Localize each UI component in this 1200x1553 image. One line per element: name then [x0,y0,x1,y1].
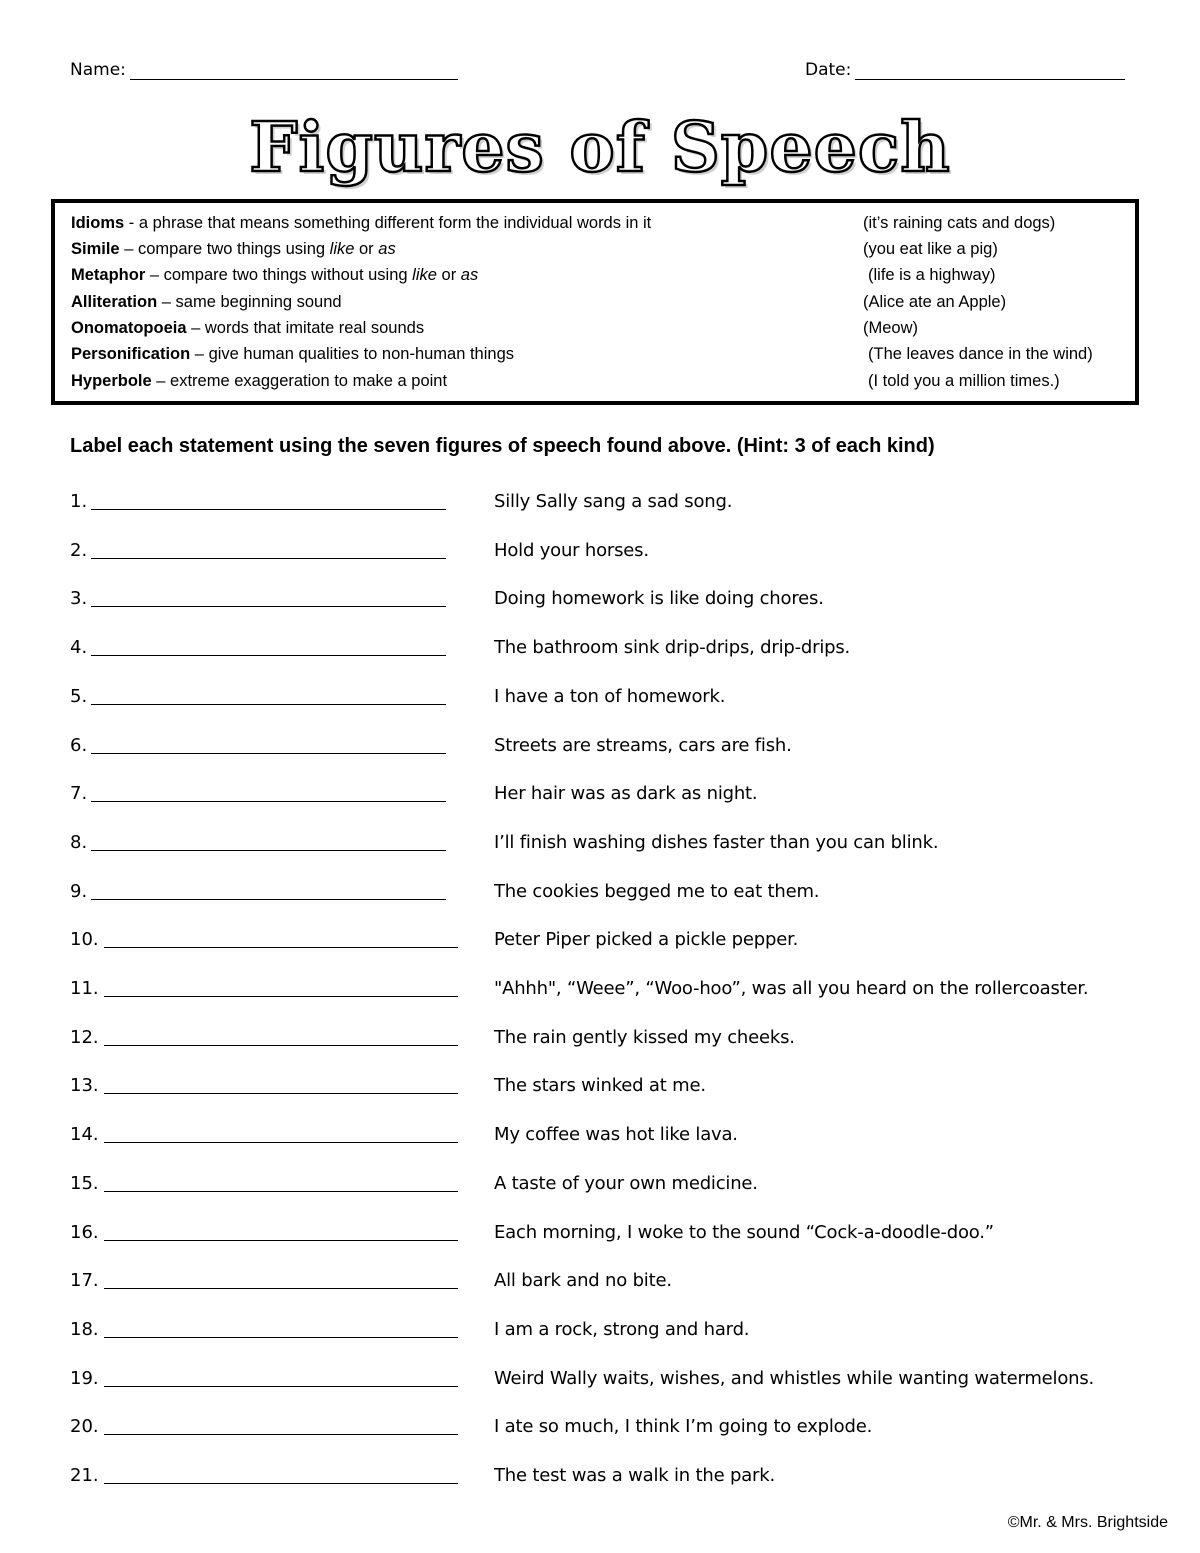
question-number: 7. [70,783,88,805]
definition-text: as [378,240,396,258]
question-row [70,535,1170,565]
definition-separator: - [124,214,139,232]
definition-text: like [412,266,437,284]
answer-line[interactable] [104,996,458,997]
question-number: 16. [70,1221,99,1243]
question-text: My coffee was hot like lava. [494,1124,738,1146]
question-number: 10. [70,929,99,951]
question-text: I am a rock, strong and hard. [494,1318,750,1340]
question-number: 20. [70,1416,99,1438]
definition-separator: – [151,372,171,390]
page-title: Figures of Speech [249,108,951,188]
definition-term: Personification [71,345,191,363]
definition-text: or [436,266,461,284]
date-label: Date: [805,60,852,80]
question-number: 14. [70,1124,99,1146]
definition-text: a phrase that means something different form the individual words in it [138,214,652,232]
definition-separator: – [190,345,209,363]
answer-line[interactable] [91,558,446,559]
definition-separator: – [157,293,176,311]
answer-line[interactable] [104,947,458,948]
name-label: Name: [70,60,126,80]
answer-line[interactable] [91,899,446,900]
date-input-line[interactable] [855,61,1125,80]
definitions-box [51,199,1139,405]
question-text: The bathroom sink drip-drips, drip-drips. [494,637,851,659]
question-number: 12. [70,1026,99,1048]
definition-example: (The leaves dance in the wind) [868,345,1093,363]
definition-separator: – [119,240,138,258]
definition-text: same beginning sound [175,293,342,311]
question-number: 13. [70,1075,99,1097]
question-number: 2. [70,539,88,561]
definition-text: or [354,240,379,258]
definition-example: (it’s raining cats and dogs) [863,214,1056,232]
question-text: Doing homework is like doing chores. [494,588,824,610]
question-row [70,876,1170,906]
definition-separator: – [145,266,164,284]
question-number: 6. [70,734,88,756]
answer-line[interactable] [104,1240,458,1241]
copyright: ©Mr. & Mrs. Brightside [1007,1514,1168,1531]
question-row [70,583,1170,613]
question-number: 11. [70,978,99,999]
definition-row [71,240,1131,264]
question-text: I ate so much, I think I’m going to explode. [494,1416,873,1438]
question-number: 1. [70,491,88,512]
question-number: 5. [70,685,88,707]
answer-line[interactable] [91,801,446,802]
date-field[interactable] [805,60,1125,80]
question-row [70,827,1170,857]
answer-line[interactable] [91,753,446,754]
answer-line[interactable] [104,1434,458,1435]
definition-text: compare two things without using [163,266,413,284]
answer-line[interactable] [104,1093,458,1094]
question-number: 8. [70,831,88,853]
definition-separator: – [186,319,205,337]
name-field[interactable] [70,60,458,80]
question-text: I’ll finish washing dishes faster than you can blink. [494,831,939,853]
question-text: I have a ton of homework. [494,685,726,707]
definition-text: compare two things using [137,240,330,258]
question-row [70,1217,1170,1247]
definition-text: give human qualities to non-human things [208,345,515,363]
definition-text: as [460,266,479,284]
question-row [70,1168,1170,1198]
answer-line[interactable] [91,704,446,705]
definition-term: Hyperbole [71,372,152,390]
question-text: Each morning, I woke to the sound “Cock-a-doodle-doo.” [494,1221,994,1243]
answer-line[interactable] [91,606,446,607]
question-text: Streets are streams, cars are fish. [494,734,792,756]
question-text: Peter Piper picked a pickle pepper. [494,929,799,951]
question-number: 3. [70,588,88,610]
answer-line[interactable] [104,1191,458,1192]
question-row [70,632,1170,662]
answer-line[interactable] [91,509,446,510]
answer-line[interactable] [104,1386,458,1387]
question-text: Weird Wally waits, wishes, and whistles while wanting watermelons. [494,1367,1095,1389]
question-row [70,486,1170,516]
definition-text: words that imitate real sounds [204,319,425,337]
definition-term: Simile [71,240,120,258]
answer-line[interactable] [104,1337,458,1338]
question-text: Her hair was as dark as night. [494,783,758,805]
question-row [70,1265,1170,1295]
definition-example: (life is a highway) [868,266,996,284]
question-row [70,1363,1170,1393]
answer-line[interactable] [104,1045,458,1046]
definition-row [71,214,1131,238]
answer-line[interactable] [104,1483,458,1484]
question-number: 4. [70,637,88,659]
question-row [70,1022,1170,1052]
question-text: A taste of your own medicine. [494,1172,758,1194]
question-row [70,1070,1170,1100]
definition-example: (you eat like a pig) [863,240,998,258]
question-number: 9. [70,880,88,902]
definition-text: like [329,240,355,258]
name-input-line[interactable] [130,61,458,80]
definition-term: Onomatopoeia [71,319,187,337]
question-text: The rain gently kissed my cheeks. [494,1026,795,1048]
answer-line[interactable] [104,1288,458,1289]
definition-term: Idioms [71,214,125,232]
question-text: "Ahhh", “Weee”, “Woo-hoo”, was all you heard on the rollercoaster. [494,978,1089,999]
answer-line[interactable] [91,655,446,656]
question-number: 21. [70,1465,99,1486]
definition-row [71,345,1131,369]
definition-term: Alliteration [71,293,158,311]
question-text: The cookies begged me to eat them. [494,880,820,902]
definition-example: (Meow) [863,319,919,337]
question-row [70,778,1170,808]
question-row [70,730,1170,760]
question-number: 18. [70,1318,99,1340]
definition-row [71,293,1131,317]
question-text: All bark and no bite. [494,1270,672,1292]
question-number: 19. [70,1367,99,1389]
question-row [70,973,1170,1003]
question-number: 17. [70,1270,99,1292]
definition-row [71,319,1131,343]
question-row [70,1314,1170,1344]
question-row [70,1119,1170,1149]
definition-example: (I told you a million times.) [868,372,1060,390]
answer-line[interactable] [91,850,446,851]
question-text: Hold your horses. [494,539,649,561]
question-row [70,1411,1170,1441]
question-number: 15. [70,1172,99,1194]
definition-text: extreme exaggeration to make a point [170,372,448,390]
definition-row [71,372,1131,396]
definition-term: Metaphor [71,266,146,284]
question-text: Silly Sally sang a sad song. [494,491,733,512]
instructions: Label each statement using the seven figures of speech found above. (Hint: 3 of each kind) [70,435,935,457]
question-row [70,681,1170,711]
question-text: The test was a walk in the park. [494,1465,775,1486]
question-row [70,924,1170,954]
question-text: The stars winked at me. [494,1075,706,1097]
question-row [70,1460,1170,1490]
answer-line[interactable] [104,1142,458,1143]
definition-example: (Alice ate an Apple) [863,293,1007,311]
definition-row [71,266,1131,290]
